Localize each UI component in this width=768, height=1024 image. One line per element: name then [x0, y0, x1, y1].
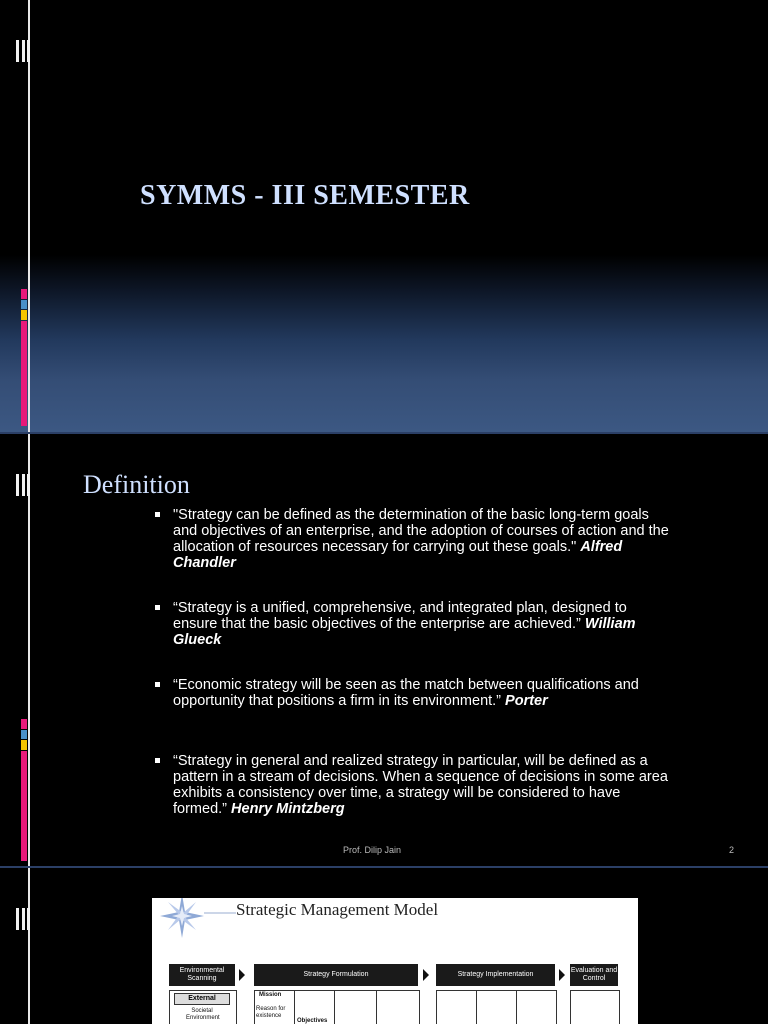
formulation-cell [376, 990, 420, 1024]
external-label: External [174, 993, 230, 1005]
implementation-cell [516, 990, 557, 1024]
formulation-cell [334, 990, 378, 1024]
bars-icon [16, 908, 30, 930]
edge-marker-pink [21, 289, 27, 299]
list-item [155, 677, 673, 709]
mission-label: Mission [259, 992, 282, 998]
list-item [155, 600, 673, 648]
slide-1 [0, 0, 768, 432]
quote-author: Porter [505, 693, 548, 709]
edge-marker-blue [21, 730, 27, 739]
footer-presenter: Prof. Dilip Jain [343, 845, 402, 855]
slide-edge-decoration [0, 0, 32, 432]
edge-bar-pink [21, 751, 27, 861]
star-burst-icon [152, 898, 236, 962]
arrow-right-icon [559, 969, 565, 981]
arrow-right-icon [239, 969, 245, 981]
slide-edge-decoration [0, 434, 32, 866]
slide-title: SYMMS - III SEMESTER [140, 180, 470, 211]
stage-evaluation-control: Evaluation and Control [570, 964, 618, 986]
edge-rule [28, 868, 30, 1024]
edge-rule [28, 434, 30, 866]
footer-page-number: 2 [729, 845, 735, 855]
quote-text: “Strategy is a unified, comprehensive, and integrated plan, designed to ensure that the basic objectives of the enterprise are achieved.” [173, 600, 627, 632]
edge-marker-yellow [21, 310, 27, 320]
arrow-right-icon [423, 969, 429, 981]
diagram-title: Strategic Management Model [236, 900, 439, 919]
quote-author: Henry Mintzberg [231, 801, 345, 817]
edge-marker-pink [21, 719, 27, 729]
list-item [155, 507, 673, 571]
bullet-icon [155, 512, 160, 517]
implementation-cell [436, 990, 478, 1024]
slide-edge-decoration [0, 868, 32, 1024]
stage-strategy-formulation: Strategy Formulation [254, 964, 418, 986]
objectives-label: Objectives [297, 1018, 328, 1024]
implementation-cell [476, 990, 518, 1024]
societal-label: Societal Environment [186, 1008, 220, 1021]
stage-strategy-implementation: Strategy Implementation [436, 964, 555, 986]
strategic-management-diagram [152, 898, 638, 1024]
quote-text: “Strategy in general and realized strategy in particular, will be defined as a pattern in a stream of decisions. When a sequence of decisions in some area exhibits a consistency over time, a strategy will be considered to have formed.” [173, 753, 668, 817]
slide-heading: Definition [83, 470, 190, 499]
edge-rule [28, 0, 30, 432]
quote-author: William Glueck [173, 616, 636, 648]
edge-marker-yellow [21, 740, 27, 750]
quote-author: Alfred Chandler [173, 539, 623, 571]
quote-text: “Economic strategy will be seen as the match between qualifications and opportunity that positions a firm in its environment.” [173, 677, 639, 709]
reason-label: Reason for existence [256, 1006, 286, 1019]
bars-icon [16, 474, 30, 496]
evaluation-cell [570, 990, 620, 1024]
stage-environmental-scanning: Environmental Scanning [169, 964, 235, 986]
quote-text: "Strategy can be defined as the determination of the basic long-term goals and objectives of an enterprise, and the adoption of courses of action and the allocation of resources necessary for carrying out these goals." [173, 507, 669, 555]
edge-bar-pink [21, 321, 27, 426]
bullet-icon [155, 605, 160, 610]
edge-marker-blue [21, 300, 27, 309]
bullet-icon [155, 682, 160, 687]
list-item [155, 753, 673, 817]
bullet-icon [155, 758, 160, 763]
bars-icon [16, 40, 30, 62]
